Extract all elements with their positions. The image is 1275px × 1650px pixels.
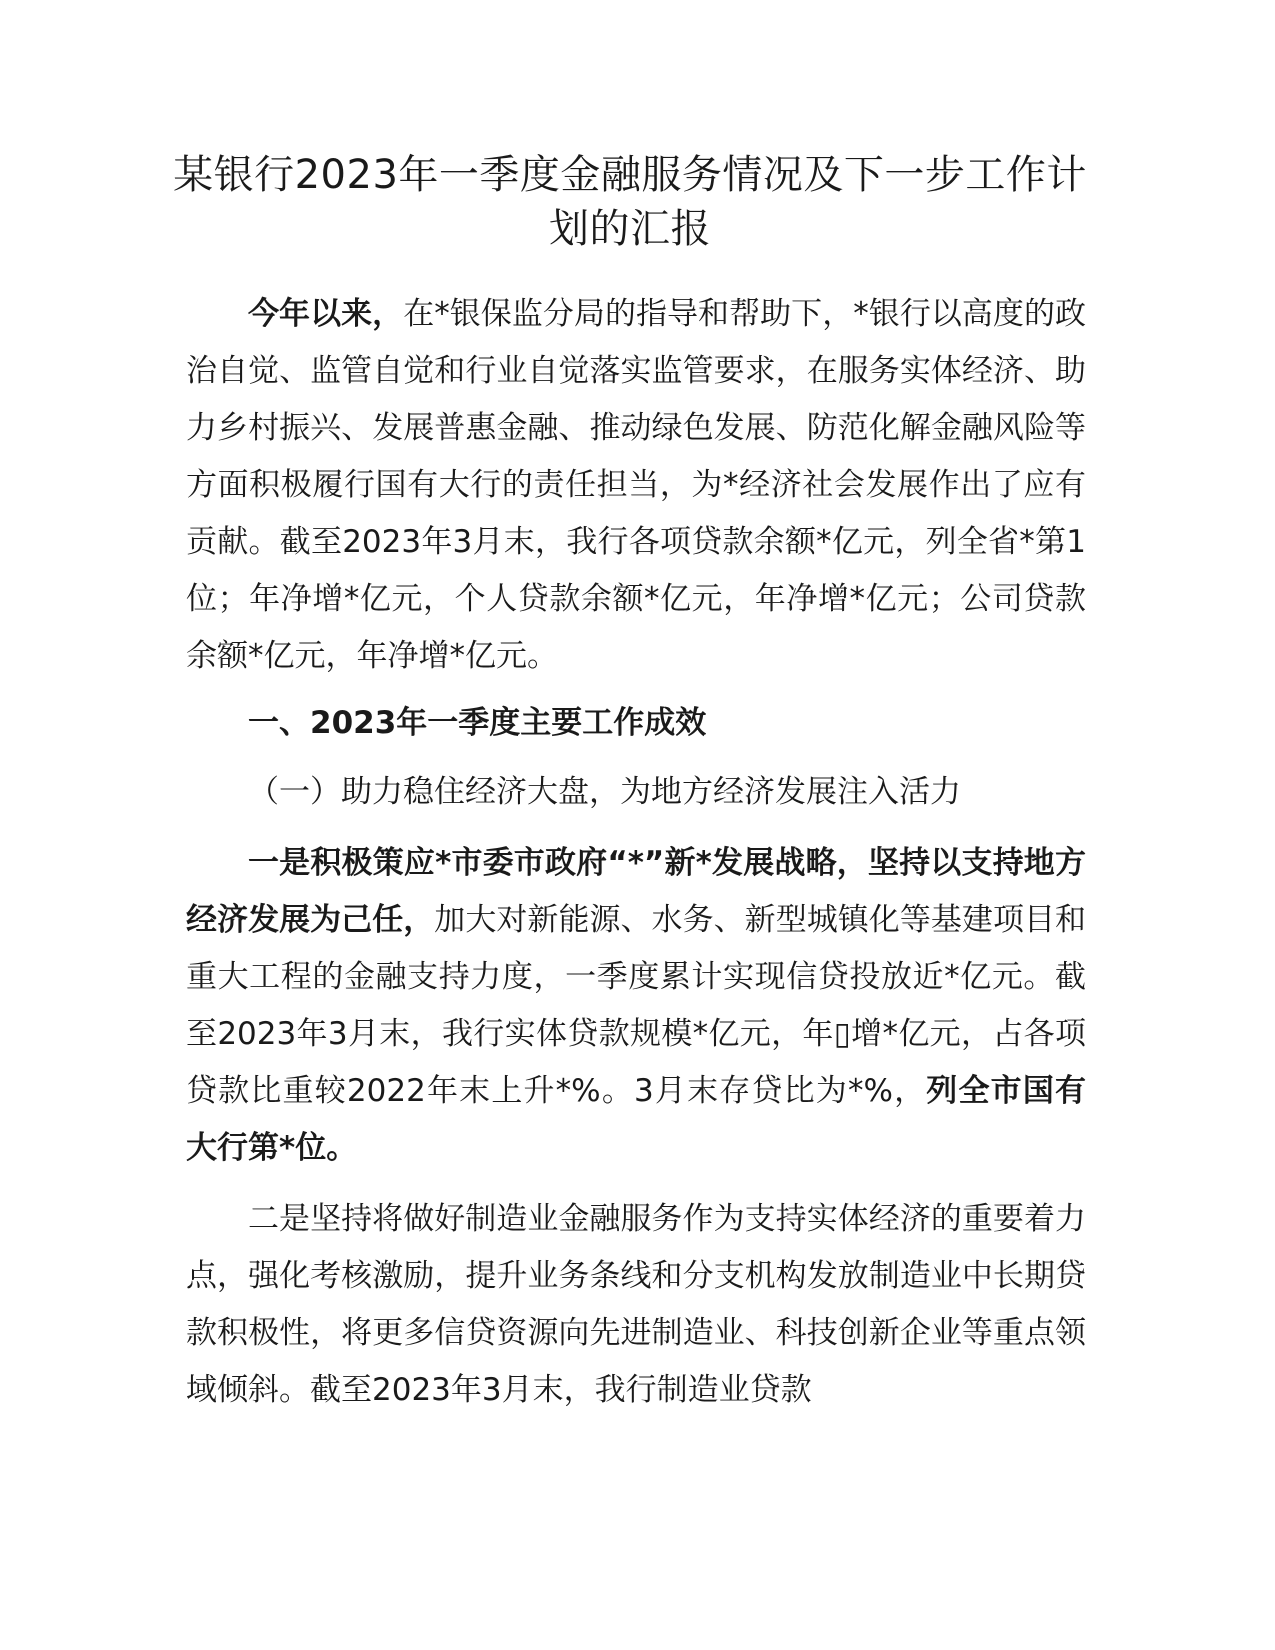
point-one-paragraph — [186, 835, 1086, 1177]
section-heading: 一、2023年一季度主要工作成效 — [248, 705, 707, 741]
intro-paragraph — [186, 286, 1086, 685]
document-body — [186, 286, 1086, 1419]
subsection-heading: （一）助力稳住经济大盘，为地方经济发展注入活力 — [248, 774, 961, 810]
point-two-paragraph — [186, 1191, 1086, 1419]
point-one-text: 加大对新能源、水务、新型城镇化等基建项目和重大工程的金融支持力度，一季度累计实现信贷投放近*亿元。截至2023年3月末，我行实体贷款规模*亿元，年▯增*亿元，占各项贷款比重较2022年末上升*%。3月末存贷比为*%， — [186, 902, 1087, 1109]
point-one-tail: 列全市国有大行第*位。 — [186, 1073, 1086, 1166]
document-title: 某银行2023年一季度金融服务情况及下一步工作计划的汇报 — [173, 152, 1087, 252]
intro-text: 在*银保监分局的指导和帮助下，*银行以高度的政治自觉、监管自觉和行业自觉落实监管要求，在服务实体经济、助力乡村振兴、发展普惠金融、推动绿色发展、防范化解金融风险等方面积极履行国有大行的责任担当，为*经济社会发展作出了应有贡献。截至2023年3月末，我行各项贷款余额*亿元，列全省*第1位；年净增*亿元，个人贷款余额*亿元，年净增*亿元；公司贷款余额*亿元，年净增*亿元。 — [186, 296, 1087, 674]
point-two-text: 二是坚持将做好制造业金融服务作为支持实体经济的重要着力点，强化考核激励，提升业务条线和分支机构发放制造业中长期贷款积极性，将更多信贷资源向先进制造业、科技创新企业等重点领域倾斜。截至2023年3月末，我行制造业贷款 — [186, 1201, 1086, 1408]
point-one-lead: 一是积极策应*市委市政府“*”新*发展战略，坚持以支持地方经济发展为己任， — [186, 845, 1086, 938]
intro-lead: 今年以来， — [248, 296, 404, 332]
